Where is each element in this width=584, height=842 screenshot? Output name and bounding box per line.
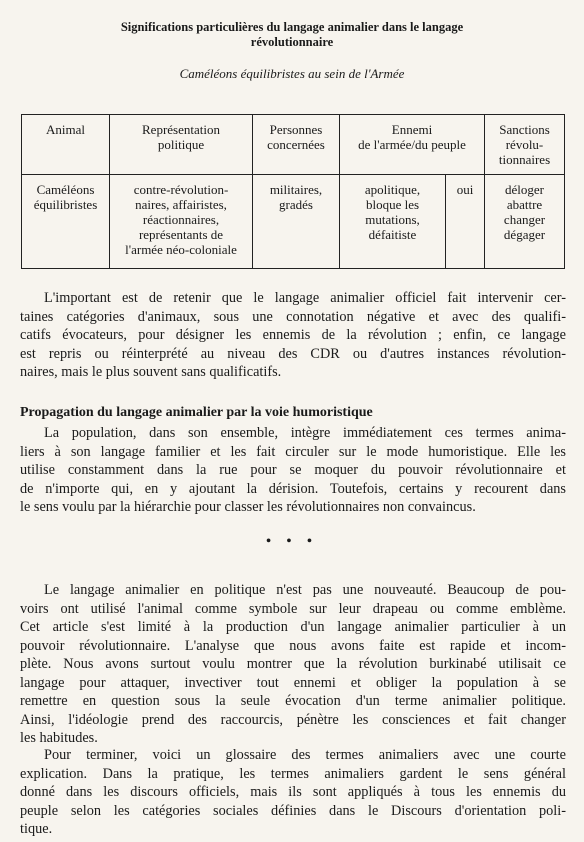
cell-line: militaires,	[269, 182, 323, 197]
cell-oui: oui	[446, 175, 485, 269]
paragraph-3	[20, 581, 566, 748]
cell-line: défaitiste	[368, 227, 417, 242]
header-sanctions	[485, 115, 565, 175]
cell-representation	[110, 175, 253, 269]
cell-line: révolu-	[505, 137, 544, 152]
text-line: liers à son langage familier et les fait circuler sur le mode humoristique. Elle les	[20, 443, 566, 460]
text-line: voirs ont utilisé l'animal comme symbole sur leur drapeau ou comme emblème.	[20, 600, 566, 617]
text-line: tique.	[20, 821, 53, 837]
cell-line: réactionnaires,	[142, 212, 220, 227]
text-line: L'important est de retenir que le langage animalier officiel fait intervenir cer-	[44, 290, 566, 306]
table-header-row	[22, 115, 565, 175]
cell-line: mutations,	[365, 212, 420, 227]
text-line: pouvoir révolutionnaire. L'analyse que nous avons faite est rapide et incom-	[20, 637, 566, 654]
cell-personnes	[253, 175, 340, 269]
text-line: Ainsi, l'idéologie prend des raccourcis, pénètre les consciences et fait changer	[20, 711, 566, 728]
text-line: le sens voulu par la hiérarchie pour classer les révolutionnaires non convaincus.	[20, 499, 476, 515]
text-line: les habitudes.	[20, 730, 98, 746]
cell-line: l'armée néo-coloniale	[125, 242, 237, 257]
document-title	[60, 20, 524, 50]
paragraph-1	[20, 289, 566, 382]
cell-line: déloger	[505, 182, 544, 197]
cell-line: Ennemi	[391, 122, 433, 137]
cell-line: de l'armée/du peuple	[358, 137, 466, 152]
cell-line: bloque les	[365, 197, 420, 212]
cell-line: Personnes	[269, 122, 323, 137]
cell-ennemi	[340, 175, 446, 269]
text-line: Cet article s'est limité à la production d'un langage animalier particulier à un	[20, 619, 566, 635]
header-personnes	[253, 115, 340, 175]
title-line: Significations particulières du langage animalier dans le langage	[120, 20, 464, 34]
text-line: peuple selon les catégories sociales définies dans le Discours d'orientation poli-	[20, 802, 566, 819]
text-line: plète. Nous avons surtout voulu montrer que la révolution burkinabé utilisait ce	[20, 656, 566, 672]
cell-line: contre-révolution-	[133, 182, 229, 197]
text-line: donné dans les discours officiels, mais ils sont appliqués à tous les ennemis du	[20, 784, 566, 800]
text-line: Le langage animalier en politique n'est pas une nouveauté. Beaucoup de pou-	[44, 582, 566, 598]
text-line: de n'importe qui, en y ajoutant la dérision. Toutefois, certains y recourent dans	[20, 480, 566, 497]
cell-line: gradés	[279, 197, 313, 212]
cell-line: représentants de	[138, 227, 224, 242]
cell-line: Animal	[46, 122, 85, 137]
title-line: révolutionnaire	[250, 35, 334, 49]
section-separator: • • •	[266, 534, 318, 549]
cell-line: naires, affairistes,	[135, 197, 227, 212]
cell-line: Caméléons	[36, 182, 95, 197]
cell-line: changer	[503, 212, 546, 227]
text-line: explication. Dans la pratique, les termes animaliers gardent le sens général	[20, 765, 566, 782]
cell-animal	[22, 175, 110, 269]
text-line: utilise constamment dans la rue pour se moquer du pouvoir révolutionnaire et	[20, 462, 566, 478]
cell-sanctions	[485, 175, 565, 269]
header-ennemi	[340, 115, 485, 175]
table-row	[22, 175, 565, 269]
text-line: catifs évocateurs, pour désigner les ennemis de la révolution ; enfin, ce langage	[20, 327, 566, 343]
text-line: est repris ou réinterprété au niveau des CDR ou d'autres instances révolution-	[20, 345, 566, 362]
cell-line: tionnaires	[498, 152, 551, 167]
cell-line: abattre	[506, 197, 543, 212]
text-line: Pour terminer, voici un glossaire des termes animaliers avec une courte	[44, 747, 566, 763]
cell-line: apolitique,	[364, 182, 421, 197]
paragraph-2	[20, 424, 566, 517]
animal-language-table	[21, 114, 565, 269]
section-heading: Propagation du langage animalier par la voie humoristique	[20, 405, 373, 420]
table-caption: Caméléons équilibristes au sein de l'Armée	[179, 66, 405, 81]
cell-line: dégager	[503, 227, 546, 242]
cell-line: équilibristes	[33, 197, 98, 212]
text-line: La population, dans son ensemble, intègre immédiatement ces termes anima-	[44, 425, 566, 441]
cell-line: Sanctions	[499, 122, 550, 137]
text-line: naires, mais le plus souvent sans qualificatifs.	[20, 364, 282, 380]
cell-line: concernées	[267, 137, 325, 152]
header-representation	[110, 115, 253, 175]
cell-line: politique	[157, 137, 205, 152]
cell-line: Représentation	[142, 122, 220, 137]
paragraph-4	[20, 746, 566, 839]
text-line: taines catégories d'animaux, sous une connotation négative et avec des qualifi-	[20, 308, 566, 325]
text-line: langage pour attaquer, invectiver tout ennemi et obliger la population à se	[20, 674, 566, 691]
text-line: remettre en question sous la seule évocation d'un terme animalier politique.	[20, 693, 566, 709]
header-animal	[22, 115, 110, 175]
